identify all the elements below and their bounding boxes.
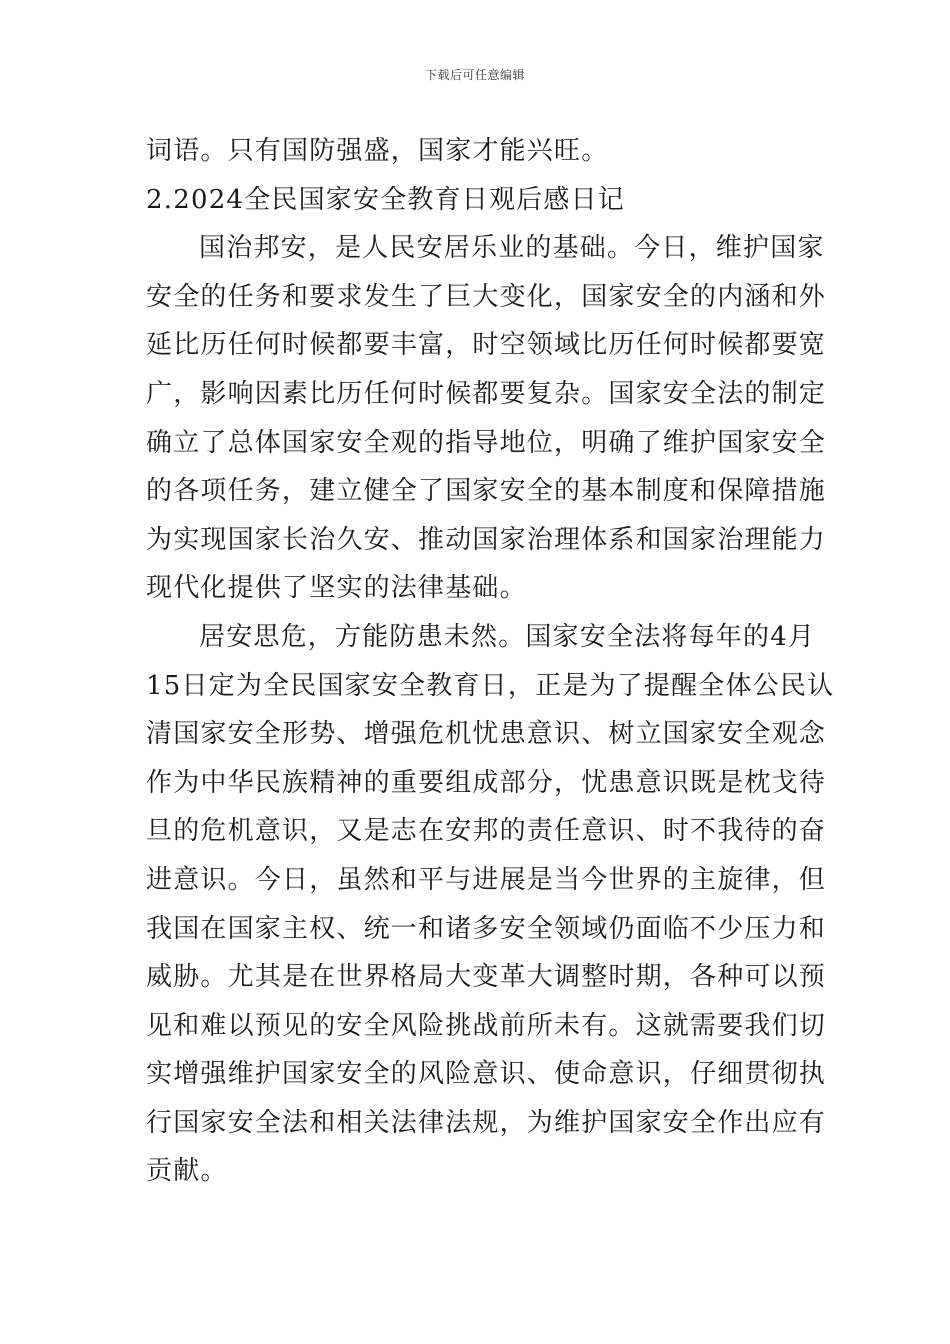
text-line: 旦的危机意识，又是志在安邦的责任意识、时不我待的奋: [146, 816, 827, 847]
text-line: 作为中华民族精神的重要组成部分，忧患意识既是枕戈待: [146, 767, 827, 798]
text-line: 实增强维护国家安全的风险意识、使命意识，仔细贯彻执: [146, 1059, 827, 1090]
text-line: 我国在国家主权、统一和诸多安全领域仍面临不少压力和: [146, 913, 827, 944]
text-line: 为实现国家长治久安、推动国家治理体系和国家治理能力: [146, 524, 827, 555]
text-line: 行国家安全法和相关法律法规，为维护国家安全作出应有: [146, 1107, 827, 1138]
paragraph-start: 国治邦安，是人民安居乐业的基础。今日，维护国家: [199, 233, 825, 264]
paragraph-start: 居安思危，方能防患未然。国家安全法将每年的4月: [199, 621, 816, 652]
text-line: 广，影响因素比历任何时候都要复杂。国家安全法的制定: [146, 378, 827, 409]
text-line: 延比历任何时候都要丰富，时空领域比历任何时候都要宽: [146, 330, 827, 361]
text-line: 15日定为全民国家安全教育日，正是为了提醒全体公民认: [146, 670, 835, 701]
text-line: 确立了总体国家安全观的指导地位，明确了维护国家安全: [146, 427, 827, 458]
text-line: 见和难以预见的安全风险挑战前所未有。这就需要我们切: [146, 1010, 827, 1041]
section-heading: 2.2024全民国家安全教育日观后感日记: [146, 184, 625, 215]
text-line: 贡献。: [146, 1156, 228, 1187]
text-line: 现代化提供了坚实的法律基础。: [146, 573, 527, 604]
page-header: 下载后可任意编辑: [424, 68, 525, 82]
text-line: 安全的任务和要求发生了巨大变化，国家安全的内涵和外: [146, 281, 827, 312]
text-line: 进意识。今日，虽然和平与进展是当今世界的主旋律，但: [146, 864, 827, 895]
document-body: [146, 127, 835, 1196]
text-line: 词语。只有国防强盛，国家才能兴旺。: [146, 136, 609, 166]
text-line: 的各项任务，建立健全了国家安全的基本制度和保障措施: [146, 476, 827, 507]
text-line: 威胁。尤其是在世界格局大变革大调整时期，各种可以预: [146, 962, 827, 993]
text-line: 清国家安全形势、增强危机忧患意识、树立国家安全观念: [146, 719, 827, 750]
